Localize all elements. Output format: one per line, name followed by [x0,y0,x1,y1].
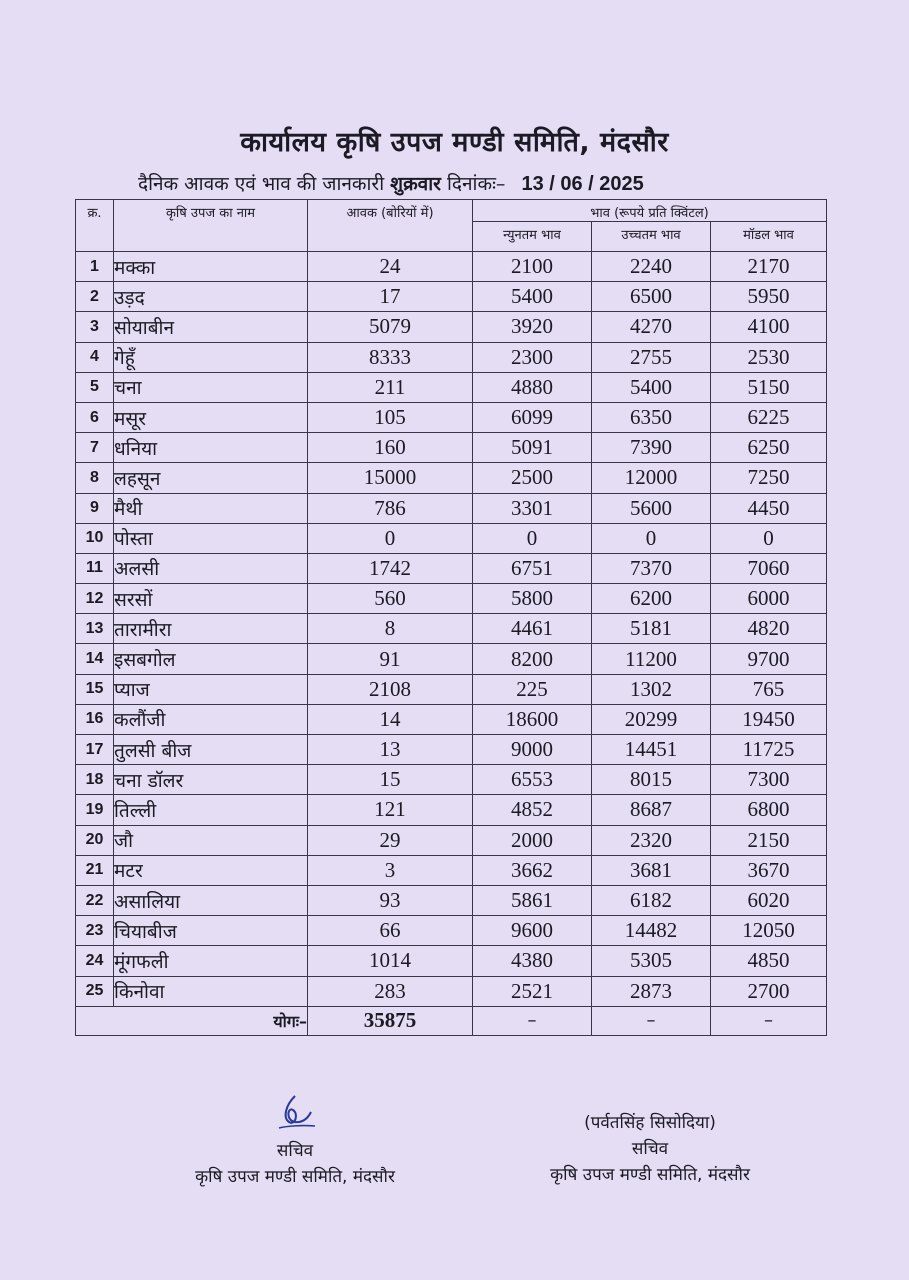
row-max-price: 6182 [592,885,711,915]
row-min-price: 0 [473,523,592,553]
row-min-price: 5800 [473,584,592,614]
row-sn: 10 [76,523,114,553]
row-crop-name: धनिया [114,433,308,463]
row-sn: 7 [76,433,114,463]
row-sn: 22 [76,885,114,915]
row-max-price: 2320 [592,825,711,855]
row-arrival: 93 [308,885,473,915]
row-arrival: 0 [308,523,473,553]
row-sn: 17 [76,735,114,765]
row-min-price: 5861 [473,885,592,915]
row-min-price: 3920 [473,312,592,342]
report-day: शुक्रवार [390,173,441,195]
signature-block-left [155,1092,435,1190]
row-modal-price: 12050 [711,916,827,946]
row-max-price: 6350 [592,402,711,432]
row-max-price: 12000 [592,463,711,493]
row-modal-price: 6250 [711,433,827,463]
row-modal-price: 4100 [711,312,827,342]
row-sn: 11 [76,553,114,583]
row-sn: 1 [76,252,114,282]
table-row [76,825,827,855]
row-crop-name: तारामीरा [114,614,308,644]
row-max-price: 2755 [592,342,711,372]
table-row [76,976,827,1006]
row-modal-price: 2530 [711,342,827,372]
row-crop-name: किनोवा [114,976,308,1006]
row-sn: 16 [76,704,114,734]
row-modal-price: 7060 [711,553,827,583]
table-row [76,523,827,553]
row-min-price: 18600 [473,704,592,734]
total-label: योगः– [76,1006,308,1035]
mandi-rates-table [75,199,827,1036]
row-sn: 25 [76,976,114,1006]
row-modal-price: 7250 [711,463,827,493]
row-modal-price: 2700 [711,976,827,1006]
total-min-price: – [473,1006,592,1035]
row-modal-price: 7300 [711,765,827,795]
row-crop-name: मटर [114,855,308,885]
table-row [76,765,827,795]
row-crop-name: चना [114,372,308,402]
row-arrival: 15 [308,765,473,795]
report-subtitle [138,170,838,196]
row-sn: 9 [76,493,114,523]
row-arrival: 786 [308,493,473,523]
row-sn: 2 [76,282,114,312]
row-min-price: 2300 [473,342,592,372]
row-max-price: 6200 [592,584,711,614]
row-modal-price: 6225 [711,402,827,432]
row-min-price: 9000 [473,735,592,765]
table-row [76,614,827,644]
row-crop-name: सरसों [114,584,308,614]
row-modal-price: 4850 [711,946,827,976]
row-max-price: 0 [592,523,711,553]
row-sn: 5 [76,372,114,402]
table-header [76,200,827,252]
row-max-price: 7370 [592,553,711,583]
row-arrival: 1742 [308,553,473,583]
row-modal-price: 4450 [711,493,827,523]
office-title: कार्यालय कृषि उपज मण्डी समिति, मंदसौर [240,127,669,158]
row-sn: 23 [76,916,114,946]
header-min-price: न्युनतम भाव [473,222,592,252]
row-crop-name: लहसून [114,463,308,493]
row-sn: 20 [76,825,114,855]
header-max-price: उच्चतम भाव [592,222,711,252]
row-max-price: 5600 [592,493,711,523]
table-row [76,342,827,372]
table-row [76,402,827,432]
row-min-price: 2521 [473,976,592,1006]
row-crop-name: अलसी [114,553,308,583]
row-modal-price: 4820 [711,614,827,644]
table-row [76,252,827,282]
row-sn: 19 [76,795,114,825]
row-crop-name: तुलसी बीज [114,735,308,765]
row-arrival: 1014 [308,946,473,976]
row-crop-name: उड़द [114,282,308,312]
row-arrival: 560 [308,584,473,614]
header-arrival: आवक (बोरियों में) [308,200,473,252]
row-modal-price: 6020 [711,885,827,915]
row-modal-price: 5950 [711,282,827,312]
row-min-price: 5400 [473,282,592,312]
table-row [76,704,827,734]
total-modal-price: – [711,1006,827,1035]
header-crop-name: कृषि उपज का नाम [114,200,308,252]
row-crop-name: सोयाबीन [114,312,308,342]
row-arrival: 91 [308,644,473,674]
row-min-price: 4380 [473,946,592,976]
total-arrival: 35875 [308,1006,473,1035]
row-max-price: 14482 [592,916,711,946]
row-sn: 18 [76,765,114,795]
row-modal-price: 2150 [711,825,827,855]
table-row [76,916,827,946]
table-row [76,795,827,825]
signature-mark-icon [265,1092,325,1138]
total-max-price: – [592,1006,711,1035]
row-modal-price: 19450 [711,704,827,734]
row-crop-name: मूंगफली [114,946,308,976]
row-crop-name: गेहूँ [114,342,308,372]
row-modal-price: 2170 [711,252,827,282]
row-crop-name: असालिया [114,885,308,915]
row-max-price: 11200 [592,644,711,674]
row-max-price: 6500 [592,282,711,312]
row-arrival: 24 [308,252,473,282]
right-signatory-name: (पर्वतसिंह सिसोदिया) [584,1113,716,1133]
table-body [76,252,827,1007]
subtitle-text: दैनिक आवक एवं भाव की जानकारी [138,173,385,195]
row-sn: 3 [76,312,114,342]
row-arrival: 8333 [308,342,473,372]
row-modal-price: 5150 [711,372,827,402]
row-max-price: 2873 [592,976,711,1006]
row-arrival: 2108 [308,674,473,704]
row-max-price: 2240 [592,252,711,282]
row-min-price: 8200 [473,644,592,674]
table-row [76,674,827,704]
row-min-price: 225 [473,674,592,704]
report-date: 13 / 06 / 2025 [521,173,644,195]
row-sn: 8 [76,463,114,493]
header-modal-price: मॉडल भाव [711,222,827,252]
row-crop-name: मैथी [114,493,308,523]
left-signatory-org: कृषि उपज मण्डी समिति, मंदसौर [195,1167,395,1187]
table-row [76,885,827,915]
row-crop-name: चियाबीज [114,916,308,946]
row-max-price: 20299 [592,704,711,734]
row-min-price: 9600 [473,916,592,946]
row-min-price: 6099 [473,402,592,432]
row-arrival: 13 [308,735,473,765]
row-max-price: 3681 [592,855,711,885]
row-modal-price: 3670 [711,855,827,885]
table-row [76,433,827,463]
date-label: दिनांकः– [447,173,506,195]
row-crop-name: जौ [114,825,308,855]
table-row [76,493,827,523]
row-crop-name: तिल्ली [114,795,308,825]
row-crop-name: कलौंजी [114,704,308,734]
row-min-price: 3301 [473,493,592,523]
row-crop-name: मसूर [114,402,308,432]
row-arrival: 29 [308,825,473,855]
row-sn: 15 [76,674,114,704]
row-sn: 13 [76,614,114,644]
row-crop-name: इसबगोल [114,644,308,674]
row-min-price: 4880 [473,372,592,402]
row-min-price: 6751 [473,553,592,583]
row-min-price: 2100 [473,252,592,282]
table-row [76,312,827,342]
row-min-price: 5091 [473,433,592,463]
row-max-price: 5181 [592,614,711,644]
right-signatory-title: सचिव [631,1139,669,1159]
row-max-price: 5400 [592,372,711,402]
right-signatory-org: कृषि उपज मण्डी समिति, मंदसौर [550,1165,750,1185]
row-crop-name: मक्का [114,252,308,282]
row-max-price: 8687 [592,795,711,825]
row-min-price: 4461 [473,614,592,644]
row-max-price: 7390 [592,433,711,463]
row-arrival: 14 [308,704,473,734]
row-arrival: 211 [308,372,473,402]
row-sn: 6 [76,402,114,432]
total-row [76,1006,827,1035]
table-row [76,735,827,765]
table-row [76,855,827,885]
row-max-price: 4270 [592,312,711,342]
row-crop-name: प्याज [114,674,308,704]
row-sn: 21 [76,855,114,885]
row-arrival: 8 [308,614,473,644]
row-arrival: 160 [308,433,473,463]
row-min-price: 3662 [473,855,592,885]
table-row [76,282,827,312]
row-min-price: 2500 [473,463,592,493]
row-arrival: 105 [308,402,473,432]
table-row [76,644,827,674]
table-row [76,553,827,583]
row-modal-price: 9700 [711,644,827,674]
row-arrival: 5079 [308,312,473,342]
row-min-price: 4852 [473,795,592,825]
row-sn: 12 [76,584,114,614]
row-sn: 14 [76,644,114,674]
row-sn: 4 [76,342,114,372]
table-row [76,946,827,976]
row-modal-price: 0 [711,523,827,553]
row-arrival: 17 [308,282,473,312]
header-sn: क्र. [76,200,114,252]
row-max-price: 8015 [592,765,711,795]
row-arrival: 15000 [308,463,473,493]
row-modal-price: 6000 [711,584,827,614]
row-arrival: 121 [308,795,473,825]
table-row [76,463,827,493]
row-modal-price: 11725 [711,735,827,765]
row-max-price: 5305 [592,946,711,976]
table-row [76,372,827,402]
left-signatory-title: सचिव [276,1141,314,1161]
header-price-group: भाव (रूपये प्रति क्विंटल) [473,200,827,222]
row-modal-price: 765 [711,674,827,704]
row-arrival: 3 [308,855,473,885]
table-row [76,584,827,614]
row-modal-price: 6800 [711,795,827,825]
row-arrival: 283 [308,976,473,1006]
row-crop-name: चना डॉलर [114,765,308,795]
row-crop-name: पोस्ता [114,523,308,553]
row-min-price: 2000 [473,825,592,855]
row-max-price: 14451 [592,735,711,765]
row-min-price: 6553 [473,765,592,795]
row-max-price: 1302 [592,674,711,704]
signature-block-right [520,1110,780,1188]
row-arrival: 66 [308,916,473,946]
row-sn: 24 [76,946,114,976]
